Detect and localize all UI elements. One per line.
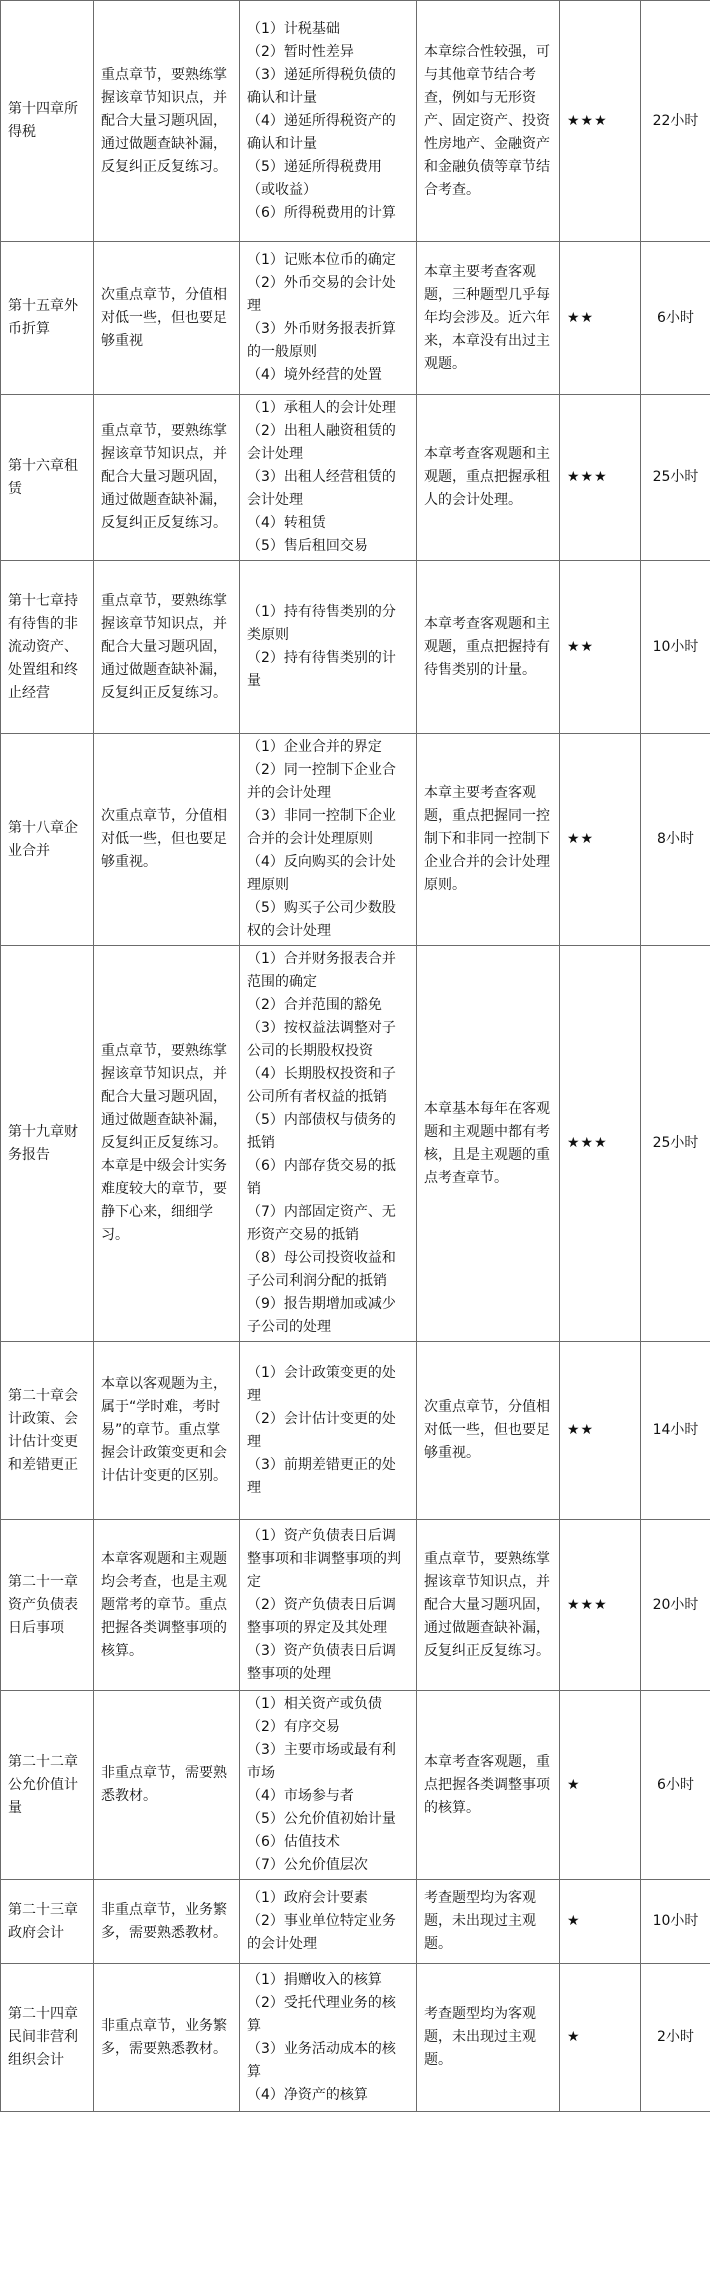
content-item: （5）内部债权与债务的抵销 <box>247 1112 396 1151</box>
content-item: （5）公允价值初始计量 <box>247 1811 396 1827</box>
content-item: （4）反向购买的会计处理原则 <box>247 854 396 893</box>
star-rating: ★★★ <box>560 1520 641 1691</box>
requirement-cell: 重点章节，要熟练掌握该章节知识点，并配合大量习题巩固，通过做题查缺补漏，反复纠正反复练习。本章是中级会计实务难度较大的章节，要静下心来，细细学习。 <box>94 946 240 1342</box>
content-item: （1）计税基础 <box>247 20 340 37</box>
hours-cell: 10小时 <box>641 1880 710 1964</box>
content-item: （2）资产负债表日后调整事项的界定及其处理 <box>247 1596 396 1636</box>
content-item: （5）售后租回交易 <box>247 538 368 554</box>
content-item: （1）持有待售类别的分类原则 <box>247 604 396 643</box>
content-cell <box>240 1880 417 1964</box>
table-row <box>1 734 710 946</box>
content-item: （2）出租人融资租赁的会计处理 <box>247 423 396 462</box>
chapter-cell: 第十五章外币折算 <box>1 242 94 395</box>
content-cell <box>240 1520 417 1691</box>
star-rating: ★ <box>560 1964 641 2112</box>
content-cell <box>240 561 417 734</box>
exam-cell: 本章综合性较强，可与其他章节结合考查，例如与无形资产、固定资产、投资性房地产、金融资产和金融负债等章节结合考查。 <box>417 1 560 242</box>
hours-cell: 25小时 <box>641 395 710 561</box>
hours-cell: 6小时 <box>641 242 710 395</box>
hours-cell: 20小时 <box>641 1520 710 1691</box>
table-row <box>1 1964 710 2112</box>
exam-cell: 本章主要考查客观题，三种题型几乎每年均会涉及。近六年来，本章没有出过主观题。 <box>417 242 560 395</box>
hours-cell: 2小时 <box>641 1964 710 2112</box>
requirement-cell: 本章以客观题为主，属于“学时难，考时易”的章节。重点掌握会计政策变更和会计估计变更的区别。 <box>94 1342 240 1520</box>
content-item: （8）母公司投资收益和子公司利润分配的抵销 <box>247 1250 396 1289</box>
content-item: （6）所得税费用的计算 <box>247 204 396 221</box>
star-rating: ★★★ <box>560 1 641 242</box>
content-item: （1）会计政策变更的处理 <box>247 1364 396 1404</box>
content-cell <box>240 734 417 946</box>
star-rating: ★★ <box>560 242 641 395</box>
content-item: （1）企业合并的界定 <box>247 739 382 755</box>
star-rating: ★★★ <box>560 395 641 561</box>
star-rating: ★★★ <box>560 946 641 1342</box>
requirement-cell: 次重点章节，分值相对低一些，但也要足够重视 <box>94 242 240 395</box>
content-cell <box>240 1342 417 1520</box>
content-item: （4）长期股权投资和子公司所有者权益的抵销 <box>247 1066 396 1105</box>
hours-cell: 10小时 <box>641 561 710 734</box>
chapter-cell: 第二十章会计政策、会计估计变更和差错更正 <box>1 1342 94 1520</box>
hours-cell: 6小时 <box>641 1691 710 1880</box>
content-cell <box>240 1691 417 1880</box>
exam-cell: 重点章节，要熟练掌握该章节知识点，并配合大量习题巩固，通过做题查缺补漏，反复纠正反复练习。 <box>417 1520 560 1691</box>
content-item: （2）同一控制下企业合并的会计处理 <box>247 762 396 801</box>
hours-cell: 14小时 <box>641 1342 710 1520</box>
content-item: （3）按权益法调整对子公司的长期股权投资 <box>247 1020 396 1059</box>
content-item: （7）公允价值层次 <box>247 1857 368 1873</box>
content-cell <box>240 395 417 561</box>
content-item: （1）记账本位币的确定 <box>247 252 396 268</box>
table-row <box>1 1880 710 1964</box>
chapter-cell: 第二十一章 资产负债表日后事项 <box>1 1520 94 1691</box>
content-item: （3）非同一控制下企业合并的会计处理原则 <box>247 808 396 847</box>
content-item: （2）持有待售类别的计量 <box>247 650 396 689</box>
content-item: （2）受托代理业务的核算 <box>247 1994 396 2034</box>
content-item: （2）有序交易 <box>247 1719 340 1735</box>
chapter-cell: 第二十三章 政府会计 <box>1 1880 94 1964</box>
table-row <box>1 395 710 561</box>
content-item: （4）市场参与者 <box>247 1788 354 1804</box>
content-item: （5）购买子公司少数股权的会计处理 <box>247 900 396 939</box>
content-item: （4）境外经营的处置 <box>247 367 382 383</box>
content-item: （3）出租人经营租赁的会计处理 <box>247 469 396 508</box>
content-item: （3）递延所得税负债的确认和计量 <box>247 66 396 106</box>
chapter-cell: 第十九章财务报告 <box>1 946 94 1342</box>
exam-cell: 考查题型均为客观题，未出现过主观题。 <box>417 1964 560 2112</box>
content-item: （4）递延所得税资产的确认和计量 <box>247 112 396 152</box>
content-item: （1）资产负债表日后调整事项和非调整事项的判定 <box>247 1527 401 1590</box>
requirement-cell: 非重点章节，业务繁多，需要熟悉教材。 <box>94 1964 240 2112</box>
exam-cell: 次重点章节，分值相对低一些，但也要足够重视。 <box>417 1342 560 1520</box>
content-item: （1）捐赠收入的核算 <box>247 1971 382 1988</box>
star-rating: ★ <box>560 1691 641 1880</box>
table-row <box>1 1342 710 1520</box>
star-rating: ★★ <box>560 734 641 946</box>
star-rating: ★ <box>560 1880 641 1964</box>
content-item: （4）净资产的核算 <box>247 2086 368 2103</box>
content-cell <box>240 242 417 395</box>
requirement-cell: 非重点章节，需要熟悉教材。 <box>94 1691 240 1880</box>
content-item: （1）合并财务报表合并范围的确定 <box>247 951 396 990</box>
exam-cell: 本章主要考查客观题，重点把握同一控制下和非同一控制下企业合并的会计处理原则。 <box>417 734 560 946</box>
content-item: （3）外币财务报表折算的一般原则 <box>247 321 396 360</box>
content-cell <box>240 1 417 242</box>
table-row <box>1 561 710 734</box>
content-cell <box>240 1964 417 2112</box>
star-rating: ★★ <box>560 561 641 734</box>
content-item: （1）承租人的会计处理 <box>247 400 396 416</box>
chapter-cell: 第二十四章 民间非营利组织会计 <box>1 1964 94 2112</box>
chapter-cell: 第十八章企业合并 <box>1 734 94 946</box>
content-item: （1）相关资产或负债 <box>247 1696 382 1712</box>
content-item: （2）暂时性差异 <box>247 43 354 60</box>
content-item: （2）事业单位特定业务的会计处理 <box>247 1913 396 1952</box>
chapter-cell: 第十四章所得税 <box>1 1 94 242</box>
chapter-cell: 第十七章持有待售的非流动资产、处置组和终止经营 <box>1 561 94 734</box>
content-item: （2）会计估计变更的处理 <box>247 1410 396 1450</box>
chapter-cell: 第二十二章 公允价值计量 <box>1 1691 94 1880</box>
requirement-cell: 次重点章节，分值相对低一些，但也要足够重视。 <box>94 734 240 946</box>
exam-cell: 本章考查客观题和主观题，重点把握持有待售类别的计量。 <box>417 561 560 734</box>
table-row <box>1 1691 710 1880</box>
requirement-cell: 非重点章节，业务繁多，需要熟悉教材。 <box>94 1880 240 1964</box>
requirement-cell: 重点章节，要熟练掌握该章节知识点，并配合大量习题巩固，通过做题查缺补漏，反复纠正反复练习。 <box>94 395 240 561</box>
content-item: （5）递延所得税费用（或收益） <box>247 158 382 198</box>
table-row <box>1 946 710 1342</box>
exam-cell: 考查题型均为客观题，未出现过主观题。 <box>417 1880 560 1964</box>
content-item: （6）估值技术 <box>247 1834 340 1850</box>
chapter-cell: 第十六章租赁 <box>1 395 94 561</box>
content-item: （4）转租赁 <box>247 515 326 531</box>
hours-cell: 8小时 <box>641 734 710 946</box>
content-item: （3）主要市场或最有利市场 <box>247 1742 396 1781</box>
table-row <box>1 1 710 242</box>
exam-cell: 本章基本每年在客观题和主观题中都有考核，且是主观题的重点考查章节。 <box>417 946 560 1342</box>
content-item: （2）合并范围的豁免 <box>247 997 382 1013</box>
content-cell <box>240 946 417 1342</box>
content-item: （6）内部存货交易的抵销 <box>247 1158 396 1197</box>
content-item: （2）外币交易的会计处理 <box>247 275 396 314</box>
exam-cell: 本章考查客观题和主观题，重点把握承租人的会计处理。 <box>417 395 560 561</box>
hours-cell: 22小时 <box>641 1 710 242</box>
content-item: （3）前期差错更正的处理 <box>247 1456 396 1496</box>
requirement-cell: 本章客观题和主观题均会考查，也是主观题常考的章节。重点把握各类调整事项的核算。 <box>94 1520 240 1691</box>
content-item: （3）资产负债表日后调整事项的处理 <box>247 1642 396 1682</box>
star-rating: ★★ <box>560 1342 641 1520</box>
requirement-cell: 重点章节，要熟练掌握该章节知识点，并配合大量习题巩固，通过做题查缺补漏，反复纠正反复练习。 <box>94 1 240 242</box>
exam-cell: 本章考查客观题，重点把握各类调整事项的核算。 <box>417 1691 560 1880</box>
content-item: （7）内部固定资产、无形资产交易的抵销 <box>247 1204 396 1243</box>
table-row <box>1 1520 710 1691</box>
hours-cell: 25小时 <box>641 946 710 1342</box>
content-item: （1）政府会计要素 <box>247 1890 368 1906</box>
content-item: （9）报告期增加或减少子公司的处理 <box>247 1296 396 1335</box>
content-item: （3）业务活动成本的核算 <box>247 2040 396 2080</box>
requirement-cell: 重点章节，要熟练掌握该章节知识点，并配合大量习题巩固，通过做题查缺补漏，反复纠正反复练习。 <box>94 561 240 734</box>
table-row <box>1 242 710 395</box>
